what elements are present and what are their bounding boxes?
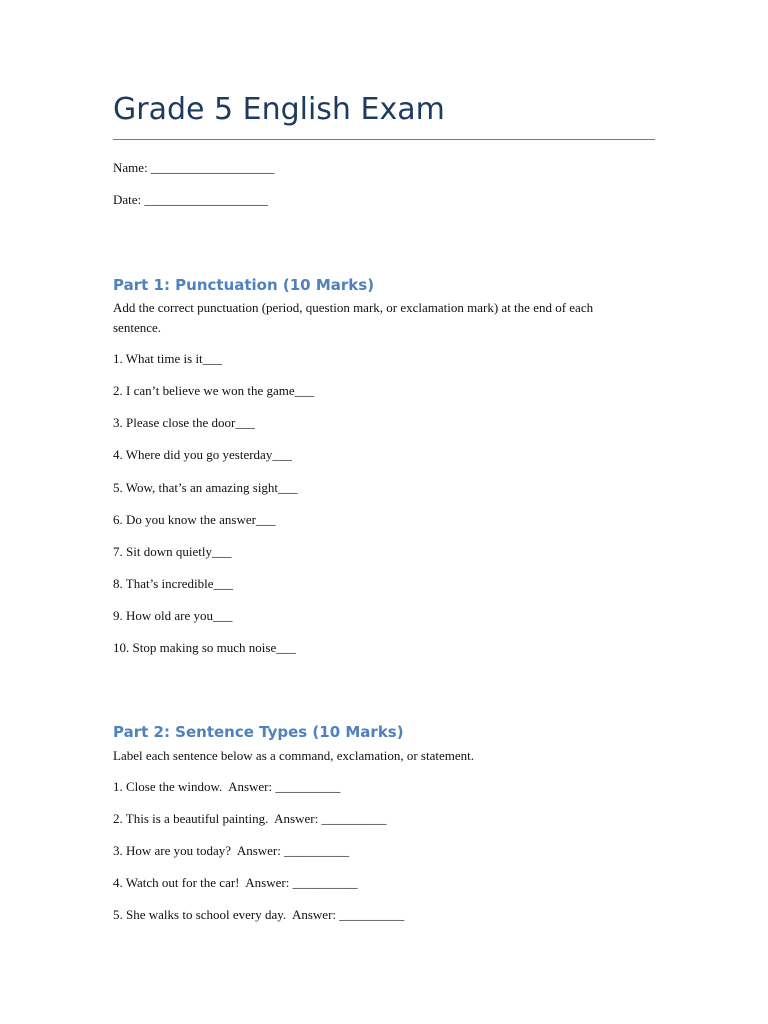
part2-question: 3. How are you today? Answer: __________ — [113, 843, 350, 858]
part1-question: 5. Wow, that’s an amazing sight___ — [113, 480, 298, 495]
part1-question: 9. How old are you___ — [113, 608, 233, 623]
part1-question: 10. Stop making so much noise___ — [113, 640, 296, 655]
part2-heading: Part 2: Sentence Types (10 Marks) — [113, 723, 404, 741]
page-title: Grade 5 English Exam — [113, 92, 445, 127]
part1-question: 2. I can’t believe we won the game___ — [113, 383, 315, 398]
part2-question: 4. Watch out for the car! Answer: __________ — [113, 875, 358, 890]
name-field: Name: ___________________ — [113, 160, 275, 175]
part1-question: 8. That’s incredible___ — [113, 576, 233, 591]
part1-question: 1. What time is it___ — [113, 351, 223, 366]
part2-question: 5. She walks to school every day. Answer: __________ — [113, 907, 405, 922]
part1-heading: Part 1: Punctuation (10 Marks) — [113, 276, 375, 294]
part2-question: 1. Close the window. Answer: __________ — [113, 779, 341, 794]
title-divider — [113, 139, 655, 140]
part1-instructions: Add the correct punctuation (period, question mark, or exclamation mark) at the end of each sentence. — [113, 300, 594, 335]
part2-question: 2. This is a beautiful painting. Answer: __________ — [113, 811, 387, 826]
part2-instructions: Label each sentence below as a command, exclamation, or statement. — [113, 748, 474, 763]
part1-question: 7. Sit down quietly___ — [113, 544, 232, 559]
part1-question: 6. Do you know the answer___ — [113, 512, 276, 527]
part1-question: 4. Where did you go yesterday___ — [113, 447, 292, 462]
date-field: Date: ___________________ — [113, 192, 268, 207]
part1-question: 3. Please close the door___ — [113, 415, 255, 430]
